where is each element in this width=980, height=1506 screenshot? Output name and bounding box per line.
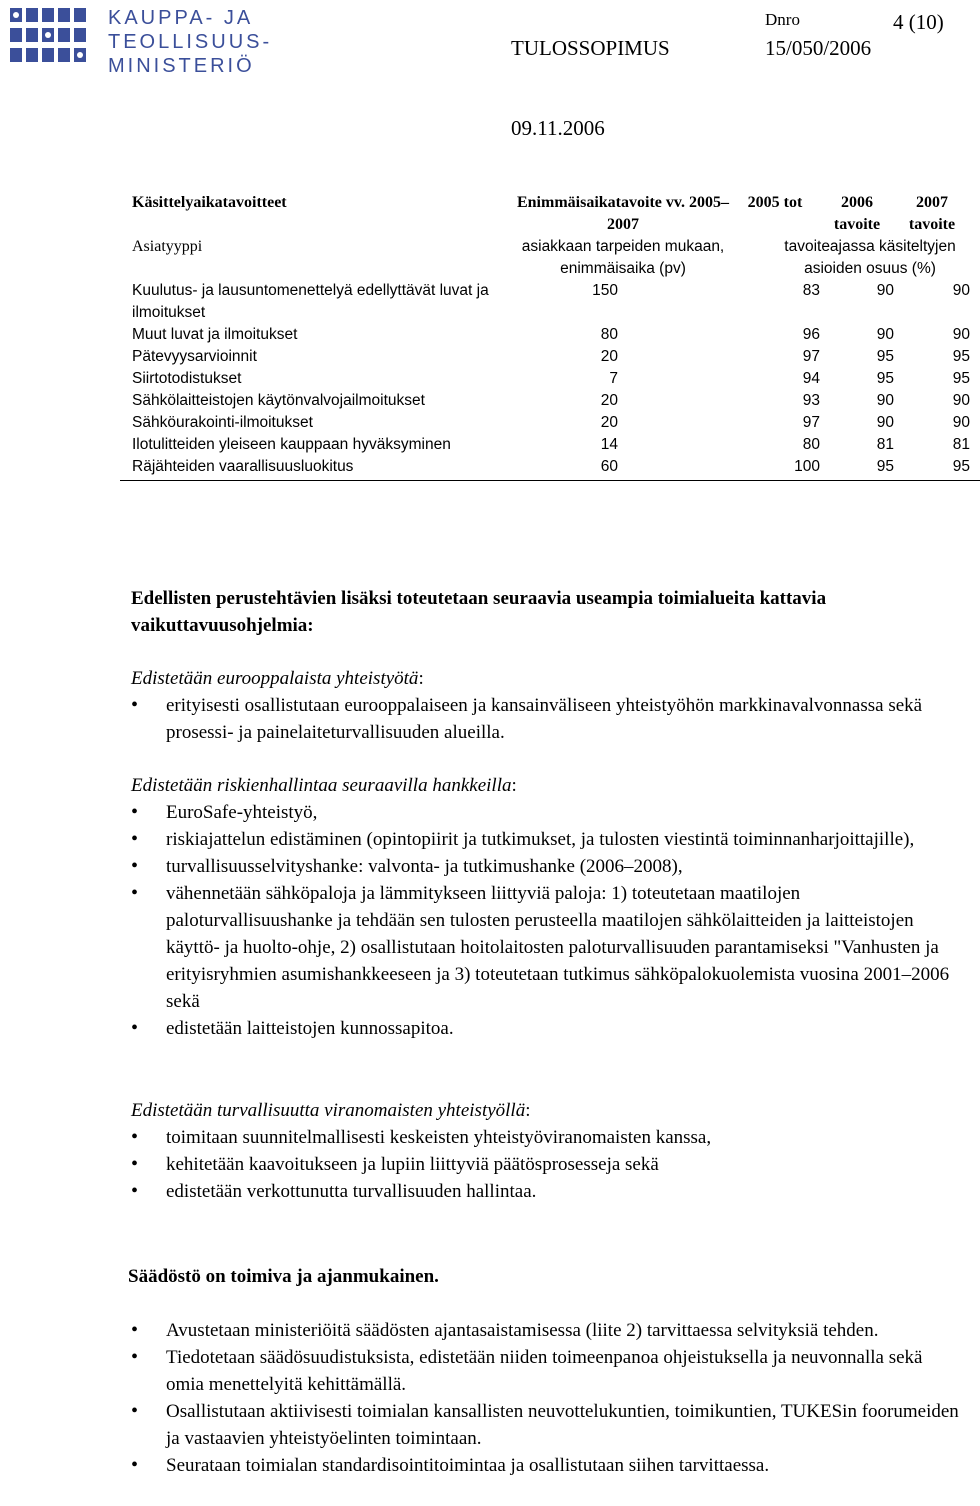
logo-flag-icon — [8, 4, 100, 82]
list-item: • kehitetään kaavoitukseen ja lupiin liittyviä päätösprosesseja sekä — [131, 1151, 960, 1178]
logo-line-1: KAUPPA- JA — [108, 7, 254, 29]
list-item: • riskiajattelun edistäminen (opintopiirit ja tutkimukset, ja tulosten viestintä toiminnanharjoittajille), — [131, 826, 960, 853]
value-2005: 100 — [730, 456, 820, 481]
list-item: • Seurataan toimialan standardisointitoimintaa ja osallistutaan siihen tarvittaessa. — [131, 1452, 960, 1479]
value-2006: 95 — [876, 370, 894, 387]
value-2007: 95 — [952, 370, 970, 387]
value-2006: 95 — [820, 456, 894, 481]
list-item: • edistetään laitteistojen kunnossapitoa. — [131, 1015, 960, 1042]
value-2006: 81 — [876, 436, 894, 453]
risk-management-section: Edistetään riskienhallintaa seuraavilla hankkeilla: • EuroSafe-yhteistyö, • riskiajattelun edistäminen (opintopiirit ja tutkimukset, ja tulosten viestintä toiminnanharjoittajille), • turvallisuusselvityshanke: valvonta- ja tutkimushanke (2006–2008), • vähennetään sähköpaloja ja lämmitykseen liittyviä paloja: 1) toteutetaan maatilojen paloturvallisuushanke ja tehdään sen tulosten perusteella maatilojen sähkölaitteiden ja laitteistojen käyttö- ja huolto-ohje, 2) osallistutaan hoitolaitosten paloturvallisuuden parantamiseksi "Vanhusten ja erityisryhmien asumishankkeeseen ja 3) toteutetaan tutkimus sähköpalokuolemista vuosina 2001–2006 sekä • edistetään laitteistojen kunnossapitoa. — [131, 772, 960, 1042]
case-type: Sähköurakointi-ilmoitukset — [132, 414, 313, 431]
ministry-logo — [8, 4, 273, 82]
header-processing-targets: Käsittelyaikatavoitteet — [132, 194, 287, 211]
value-2005: 94 — [802, 370, 820, 387]
table-row — [120, 412, 980, 434]
logo-line-2: TEOLLISUUS- — [108, 31, 273, 53]
value-2005: 97 — [802, 414, 820, 431]
subheader-share-within-target: tavoiteajassa käsiteltyjen asioiden osuus (%) — [784, 238, 956, 277]
subheader-max-days: asiakkaan tarpeiden mukaan, enimmäisaika (pv) — [521, 238, 725, 277]
case-type: Pätevyysarvioinnit — [132, 348, 257, 365]
value-2006: 90 — [876, 414, 894, 431]
value-2005: 96 — [802, 326, 820, 343]
max-days: 60 — [516, 456, 730, 481]
eu-cooperation-section: Edistetään eurooppalaista yhteistyötä: • erityisesti osallistutaan eurooppalaiseen ja kansainväliseen yhteistyöhön markkinavalvonnassa sekä prosessi- ja painelaiteturvallisuuden alueilla. — [131, 665, 960, 746]
value-2006: 90 — [876, 326, 894, 343]
document-date: 09.11.2006 — [511, 116, 605, 140]
document-type: TULOSSOPIMUS — [511, 36, 670, 60]
list-item: • Tiedotetaan säädösuudistuksista, edistetään niiden toimeenpanoa ohjeistuksella ja neuvonnalla sekä omia menettelyitä kehittämällä. — [131, 1344, 960, 1398]
max-days: 20 — [600, 348, 618, 365]
case-type: Räjähteiden vaarallisuusluokitus — [120, 456, 516, 481]
logo-wordmark — [108, 6, 272, 78]
list-item: • EuroSafe-yhteistyö, — [131, 799, 960, 826]
value-2007: 90 — [952, 392, 970, 409]
case-type: Siirtotodistukset — [132, 370, 242, 387]
table-row — [120, 456, 980, 481]
list-item: • vähennetään sähköpaloja ja lämmitykseen liittyviä paloja: 1) toteutetaan maatilojen paloturvallisuushanke ja tehdään sen tulosten perusteella maatilojen sähkölaitteiden ja laitteistojen käyttö- ja huolto-ohje, 2) osallistutaan hoitolaitosten paloturvallisuuden parantamiseksi "Vanhusten ja erityisryhmien asumishankkeeseen ja 3) toteutetaan tutkimus sähköpalokuolemista vuosina 2001–2006 sekä — [131, 880, 960, 1015]
risk-list — [131, 799, 960, 1042]
logo-line-3: MINISTERIÖ — [108, 55, 255, 77]
max-days: 7 — [609, 370, 618, 387]
value-2005: 83 — [802, 282, 820, 299]
table-subheader-row — [120, 236, 980, 280]
processing-time-table — [120, 192, 980, 481]
value-2005: 93 — [802, 392, 820, 409]
header-2005: 2005 tot — [747, 194, 803, 211]
value-2007: 95 — [894, 456, 980, 481]
regulation-list — [131, 1317, 960, 1479]
case-type: Sähkölaitteistojen käytönvalvojailmoitukset — [132, 392, 425, 409]
list-item: • erityisesti osallistutaan eurooppalaiseen ja kansainväliseen yhteistyöhön markkinavalvonnassa sekä prosessi- ja painelaiteturvallisuuden alueilla. — [131, 692, 960, 746]
authority-list — [131, 1124, 960, 1205]
table-row — [120, 324, 980, 346]
programs-intro: Edellisten perustehtävien lisäksi toteutetaan seuraavia useampia toimialueita kattavia vaikuttavuusohjelmia: — [131, 588, 827, 636]
table-row — [120, 280, 980, 324]
value-2007: 81 — [952, 436, 970, 453]
value-2007: 90 — [952, 282, 970, 299]
regulation-heading: Säädöstö on toimiva ja ajanmukainen. — [128, 1266, 439, 1287]
subheader-case-type: Asiatyyppi — [132, 238, 203, 255]
case-type: Kuulutus- ja lausuntomenettelyä edellyttävät luvat ja ilmoitukset — [132, 282, 489, 321]
risk-heading: Edistetään riskienhallintaa seuraavilla hankkeilla — [131, 775, 512, 796]
eu-heading: Edistetään eurooppalaista yhteistyötä — [131, 668, 419, 689]
list-item: • Avustetaan ministeriöitä säädösten ajantasaistamisessa (liite 2) tarvittaessa selvityksiä tehden. — [131, 1317, 960, 1344]
table-header-row — [120, 192, 980, 236]
max-days: 150 — [592, 282, 618, 299]
value-2005: 97 — [802, 348, 820, 365]
header-2006: 2006 tavoite — [833, 194, 881, 233]
list-item: • toimitaan suunnitelmallisesti keskeisten yhteistyöviranomaisten kanssa, — [131, 1124, 960, 1151]
table-row — [120, 346, 980, 368]
header-max-time-target: Enimmäisaikatavoite vv. 2005–2007 — [516, 194, 729, 233]
value-2007: 90 — [952, 326, 970, 343]
table-row — [120, 434, 980, 456]
list-item: • edistetään verkottunutta turvallisuuden hallintaa. — [131, 1178, 960, 1205]
value-2006: 95 — [876, 348, 894, 365]
max-days: 20 — [600, 414, 618, 431]
authority-cooperation-section: Edistetään turvallisuutta viranomaisten yhteistyöllä: • toimitaan suunnitelmallisesti keskeisten yhteistyöviranomaisten kanssa, • kehitetään kaavoitukseen ja lupiin liittyviä päätösprosesseja sekä • edistetään verkottunutta turvallisuuden hallintaa. — [131, 1097, 960, 1205]
max-days: 20 — [600, 392, 618, 409]
eu-list — [131, 692, 960, 746]
value-2007: 95 — [952, 348, 970, 365]
dnro-value: 15/050/2006 — [765, 36, 872, 60]
list-item: • turvallisuusselvityshanke: valvonta- ja tutkimushanke (2006–2008), — [131, 853, 960, 880]
value-2006: 90 — [876, 282, 894, 299]
max-days: 14 — [600, 436, 618, 453]
authority-heading: Edistetään turvallisuutta viranomaisten yhteistyöllä — [131, 1100, 526, 1121]
value-2005: 80 — [802, 436, 820, 453]
table-row — [120, 368, 980, 390]
value-2007: 90 — [952, 414, 970, 431]
value-2006: 90 — [876, 392, 894, 409]
header-2007: 2007 tavoite — [908, 194, 956, 233]
list-item: • Osallistutaan aktiivisesti toimialan kansallisten neuvottelukuntien, toimikuntien, TUKESin foorumeiden ja vastaavien yhteistyöelinten toimintaan. — [131, 1398, 960, 1452]
page-number: 4 (10) — [893, 10, 944, 34]
table-row — [120, 390, 980, 412]
case-type: Ilotulitteiden yleiseen kauppaan hyväksyminen — [132, 436, 451, 453]
case-type: Muut luvat ja ilmoitukset — [132, 326, 298, 343]
max-days: 80 — [600, 326, 618, 343]
regulation-section — [131, 1317, 960, 1479]
dnro-label: Dnro — [765, 10, 800, 29]
